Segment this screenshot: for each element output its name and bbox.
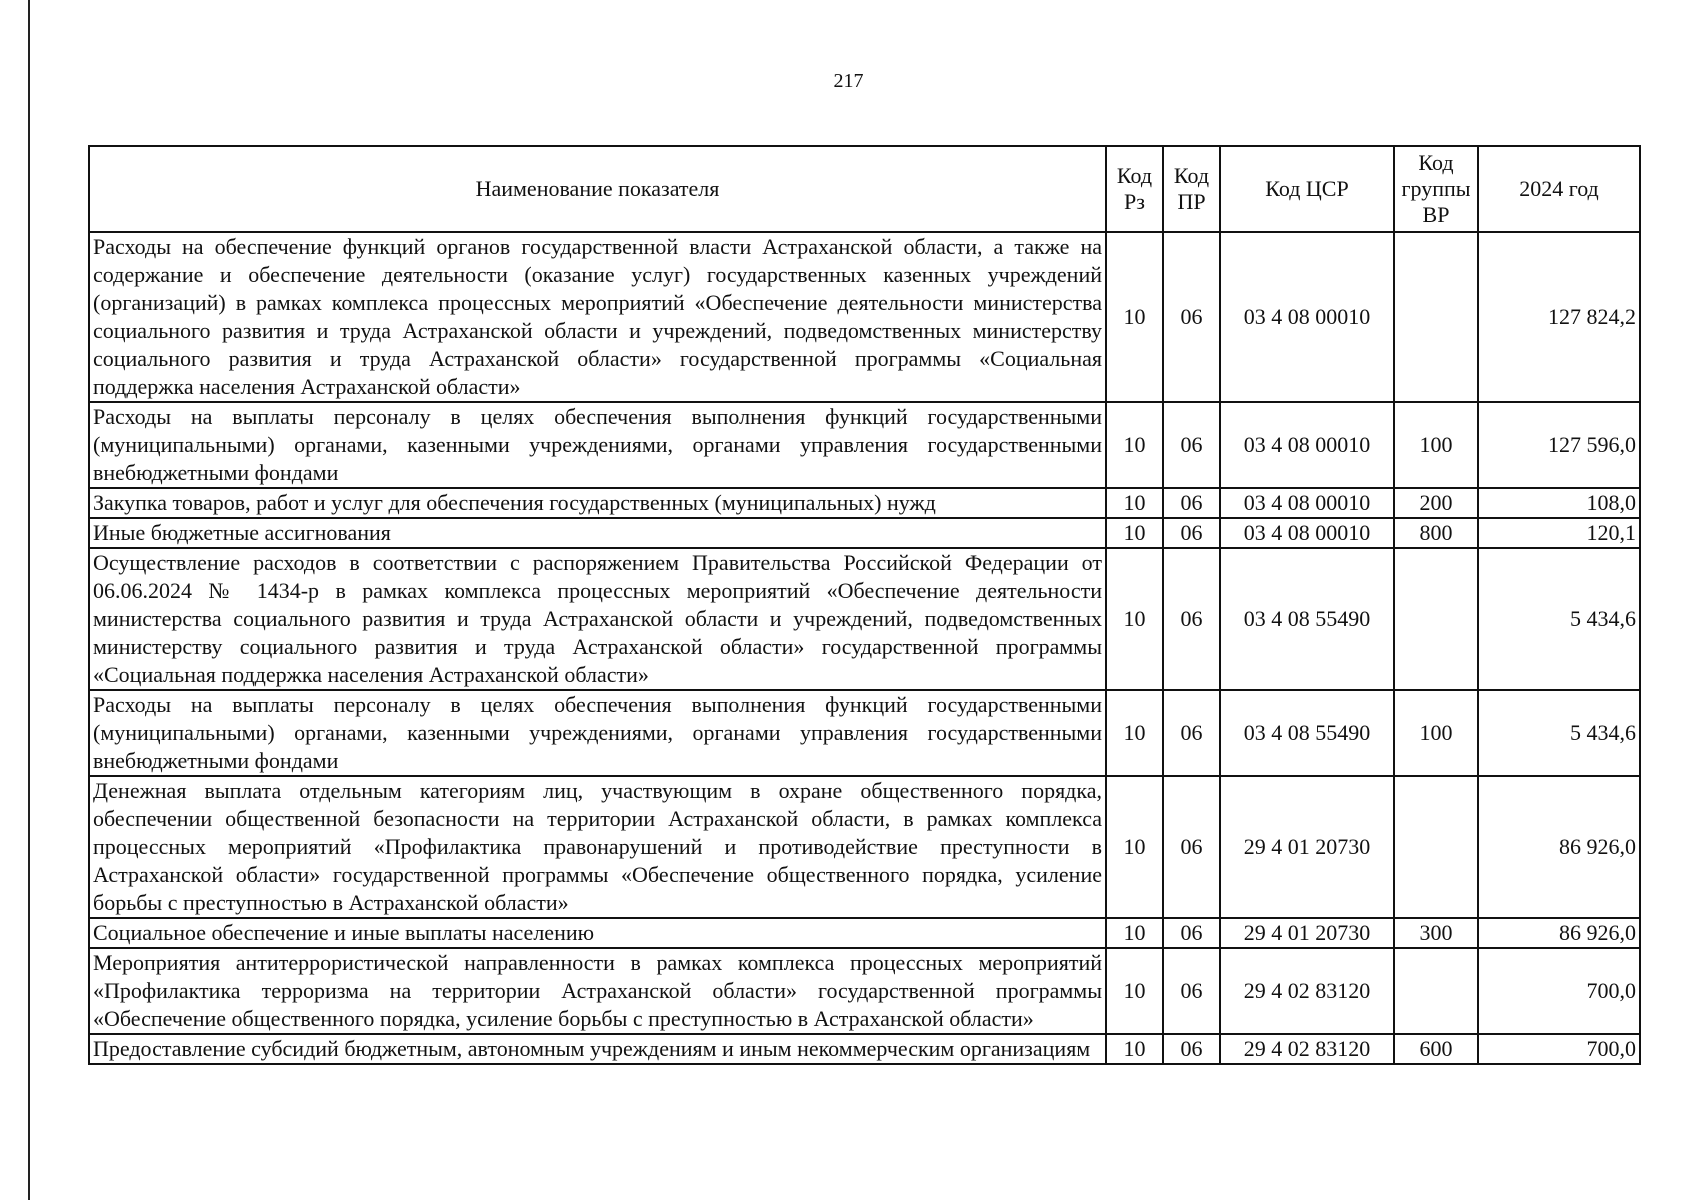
table-row xyxy=(89,690,1640,776)
row-vr xyxy=(1394,232,1478,402)
row-csr: 03 4 08 55490 xyxy=(1220,690,1394,776)
row-rz: 10 xyxy=(1106,776,1163,918)
row-amount: 86 926,0 xyxy=(1478,918,1640,948)
row-csr: 03 4 08 55490 xyxy=(1220,548,1394,690)
row-name: Социальное обеспечение и иные выплаты населению xyxy=(89,918,1106,948)
row-rz: 10 xyxy=(1106,488,1163,518)
budget-table xyxy=(88,145,1641,1065)
header-pr: Код ПР xyxy=(1163,146,1220,232)
row-csr: 03 4 08 00010 xyxy=(1220,402,1394,488)
row-amount: 700,0 xyxy=(1478,1034,1640,1064)
row-rz: 10 xyxy=(1106,948,1163,1034)
table-row xyxy=(89,402,1640,488)
row-amount: 5 434,6 xyxy=(1478,690,1640,776)
row-csr: 03 4 08 00010 xyxy=(1220,232,1394,402)
row-pr: 06 xyxy=(1163,518,1220,548)
table-row xyxy=(89,518,1640,548)
row-vr xyxy=(1394,948,1478,1034)
row-name: Расходы на выплаты персоналу в целях обеспечения выполнения функций государственными (муниципальными) органами, казенными учреждениями, органами управления государственными внебюджетными фондами xyxy=(89,402,1106,488)
row-csr: 29 4 01 20730 xyxy=(1220,776,1394,918)
row-name: Денежная выплата отдельным категориям лиц, участвующим в охране общественного порядка, обеспечении общественной безопасности на территории Астраханской области, в рамках комплекса процессных мероприятий «Профилактика правонарушений и противодействие преступности в Астраханской области» государственной программы «Обеспечение общественного порядка, усиление борьбы с преступностью в Астраханской области» xyxy=(89,776,1106,918)
row-pr: 06 xyxy=(1163,1034,1220,1064)
row-rz: 10 xyxy=(1106,518,1163,548)
row-name: Мероприятия антитеррористической направленности в рамках комплекса процессных мероприятий «Профилактика терроризма на территории Астраханской области» государственной программы «Обеспечение общественного порядка, усиление борьбы с преступностью в Астраханской области» xyxy=(89,948,1106,1034)
table-row xyxy=(89,918,1640,948)
row-pr: 06 xyxy=(1163,402,1220,488)
header-vr: Код группы ВР xyxy=(1394,146,1478,232)
table-row xyxy=(89,948,1640,1034)
page-number: 217 xyxy=(833,70,864,92)
row-vr: 800 xyxy=(1394,518,1478,548)
row-pr: 06 xyxy=(1163,918,1220,948)
row-amount: 127 596,0 xyxy=(1478,402,1640,488)
row-pr: 06 xyxy=(1163,948,1220,1034)
table-row xyxy=(89,232,1640,402)
header-name: Наименование показателя xyxy=(89,146,1106,232)
row-amount: 86 926,0 xyxy=(1478,776,1640,918)
row-csr: 03 4 08 00010 xyxy=(1220,518,1394,548)
row-name: Осуществление расходов в соответствии с распоряжением Правительства Российской Федерации от 06.06.2024 № 1434-р в рамках комплекса процессных мероприятий «Обеспечение деятельности министерства социального развития и труда Астраханской области и учреждений, подведомственных министерству социального развития и труда Астраханской области» государственной программы «Социальная поддержка населения Астраханской области» xyxy=(89,548,1106,690)
row-vr xyxy=(1394,548,1478,690)
row-amount: 127 824,2 xyxy=(1478,232,1640,402)
row-amount: 120,1 xyxy=(1478,518,1640,548)
table-row xyxy=(89,776,1640,918)
row-rz: 10 xyxy=(1106,690,1163,776)
row-name: Расходы на обеспечение функций органов государственной власти Астраханской области, а также на содержание и обеспечение деятельности (оказание услуг) государственных казенных учреждений (организаций) в рамках комплекса процессных мероприятий «Обеспечение деятельности министерства социального развития и труда Астраханской области и учреждений, подведомственных министерству социального развития и труда Астраханской области» государственной программы «Социальная поддержка населения Астраханской области» xyxy=(89,232,1106,402)
table-row xyxy=(89,1034,1640,1064)
row-rz: 10 xyxy=(1106,232,1163,402)
row-vr: 100 xyxy=(1394,402,1478,488)
scan-edge-line xyxy=(28,0,30,1200)
header-rz: Код Рз xyxy=(1106,146,1163,232)
row-pr: 06 xyxy=(1163,232,1220,402)
row-csr: 03 4 08 00010 xyxy=(1220,488,1394,518)
table-row xyxy=(89,548,1640,690)
row-name: Закупка товаров, работ и услуг для обеспечения государственных (муниципальных) нужд xyxy=(89,488,1106,518)
table-header-row xyxy=(89,146,1640,232)
row-pr: 06 xyxy=(1163,690,1220,776)
row-rz: 10 xyxy=(1106,1034,1163,1064)
row-pr: 06 xyxy=(1163,548,1220,690)
row-pr: 06 xyxy=(1163,488,1220,518)
row-pr: 06 xyxy=(1163,776,1220,918)
table-row xyxy=(89,488,1640,518)
row-amount: 700,0 xyxy=(1478,948,1640,1034)
row-name: Расходы на выплаты персоналу в целях обеспечения выполнения функций государственными (муниципальными) органами, казенными учреждениями, органами управления государственными внебюджетными фондами xyxy=(89,690,1106,776)
row-csr: 29 4 02 83120 xyxy=(1220,1034,1394,1064)
row-amount: 108,0 xyxy=(1478,488,1640,518)
row-vr: 100 xyxy=(1394,690,1478,776)
row-name: Иные бюджетные ассигнования xyxy=(89,518,1106,548)
row-rz: 10 xyxy=(1106,402,1163,488)
header-year: 2024 год xyxy=(1478,146,1640,232)
row-csr: 29 4 02 83120 xyxy=(1220,948,1394,1034)
row-csr: 29 4 01 20730 xyxy=(1220,918,1394,948)
row-vr xyxy=(1394,776,1478,918)
header-csr: Код ЦСР xyxy=(1220,146,1394,232)
row-vr: 300 xyxy=(1394,918,1478,948)
row-vr: 200 xyxy=(1394,488,1478,518)
row-rz: 10 xyxy=(1106,918,1163,948)
row-name: Предоставление субсидий бюджетным, автономным учреждениям и иным некоммерческим организациям xyxy=(89,1034,1106,1064)
row-amount: 5 434,6 xyxy=(1478,548,1640,690)
row-rz: 10 xyxy=(1106,548,1163,690)
row-vr: 600 xyxy=(1394,1034,1478,1064)
